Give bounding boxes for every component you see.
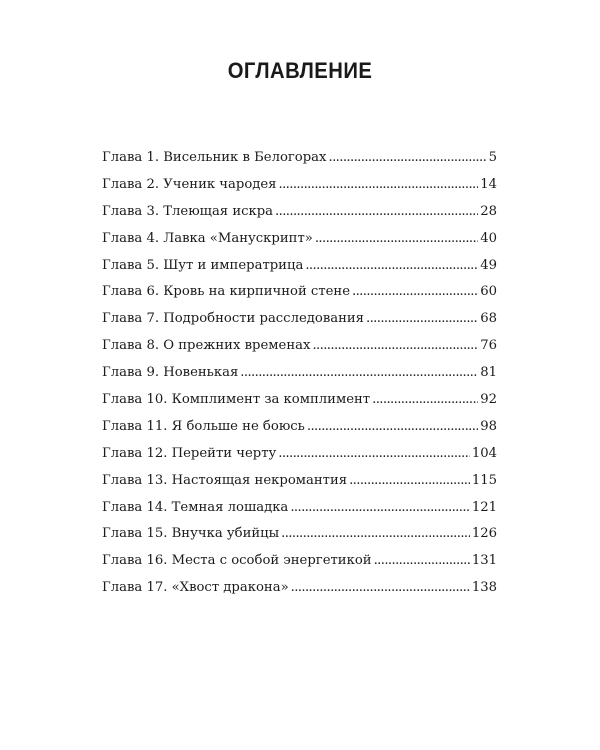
- dot-leader: [279, 177, 479, 192]
- toc-entry: [102, 231, 497, 258]
- toc-entry: [102, 258, 497, 285]
- page-number: 60: [480, 284, 497, 300]
- page-number: 138: [471, 580, 497, 596]
- toc-entry: [102, 311, 497, 338]
- page-number: 68: [480, 311, 497, 327]
- toc-entry: [102, 446, 497, 473]
- chapter-title: Глава 8. О прежних временах: [102, 338, 311, 354]
- toc-entry: [102, 553, 497, 580]
- toc-entry: [102, 284, 497, 311]
- dot-leader: [352, 284, 478, 299]
- dot-leader: [372, 392, 478, 407]
- chapter-title: Глава 15. Внучка убийцы: [102, 526, 280, 542]
- page-number: 98: [480, 418, 497, 434]
- toc-entry: [102, 580, 497, 607]
- chapter-title: Глава 2. Ученик чародея: [102, 176, 277, 192]
- page-number: 81: [480, 365, 497, 381]
- dot-leader: [374, 553, 470, 568]
- dot-leader: [291, 580, 470, 595]
- page-number: 40: [480, 230, 497, 246]
- chapter-title: Глава 16. Места с особой энергетикой: [102, 553, 372, 569]
- page-number: 92: [480, 392, 497, 408]
- page-number: 104: [471, 445, 497, 461]
- dot-leader: [328, 150, 486, 165]
- dot-leader: [240, 365, 478, 380]
- toc-entry: [102, 338, 497, 365]
- page-number: 131: [471, 553, 497, 569]
- dot-leader: [366, 311, 478, 326]
- dot-leader: [275, 204, 478, 219]
- dot-leader: [305, 258, 478, 273]
- chapter-title: Глава 5. Шут и императрица: [102, 257, 304, 273]
- dot-leader: [349, 473, 470, 488]
- chapter-title: Глава 14. Темная лошадка: [102, 499, 289, 515]
- toc-entry: [102, 526, 497, 553]
- page-number: 5: [488, 150, 497, 165]
- chapter-title: Глава 17. «Хвост дракона»: [102, 580, 289, 596]
- page-title: ОГЛАВЛЕНИЕ: [227, 58, 373, 83]
- chapter-title: Глава 3. Тлеющая искра: [102, 203, 274, 219]
- toc-entry: [102, 150, 497, 177]
- dot-leader: [278, 446, 470, 461]
- toc-entry: [102, 365, 497, 392]
- page-number: 49: [480, 257, 497, 273]
- chapter-title: Глава 10. Комплимент за комплимент: [102, 392, 371, 408]
- chapter-title: Глава 9. Новенькая: [102, 365, 239, 381]
- toc-entry: [102, 473, 497, 500]
- table-of-contents: [102, 150, 497, 607]
- chapter-title: Глава 12. Перейти черту: [102, 445, 277, 461]
- page-number: 76: [480, 338, 497, 354]
- toc-entry: [102, 392, 497, 419]
- toc-entry: [102, 500, 497, 527]
- page-number: 126: [471, 526, 497, 542]
- dot-leader: [315, 231, 478, 246]
- chapter-title: Глава 13. Настоящая некромантия: [102, 472, 348, 488]
- page-number: 14: [480, 176, 497, 192]
- toc-entry: [102, 419, 497, 446]
- page-number: 121: [471, 499, 497, 515]
- chapter-title: Глава 4. Лавка «Манускрипт»: [102, 230, 313, 246]
- dot-leader: [290, 500, 470, 515]
- chapter-title: Глава 6. Кровь на кирпичной стене: [102, 284, 351, 300]
- chapter-title: Глава 7. Подробности расследования: [102, 311, 364, 327]
- toc-entry: [102, 177, 497, 204]
- dot-leader: [307, 419, 478, 434]
- dot-leader: [312, 338, 478, 353]
- dot-leader: [281, 526, 470, 541]
- page-number: 28: [480, 203, 497, 219]
- toc-entry: [102, 204, 497, 231]
- chapter-title: Глава 1. Висельник в Белогорах: [102, 150, 327, 165]
- chapter-title: Глава 11. Я больше не боюсь: [102, 418, 305, 434]
- page-number: 115: [471, 472, 497, 488]
